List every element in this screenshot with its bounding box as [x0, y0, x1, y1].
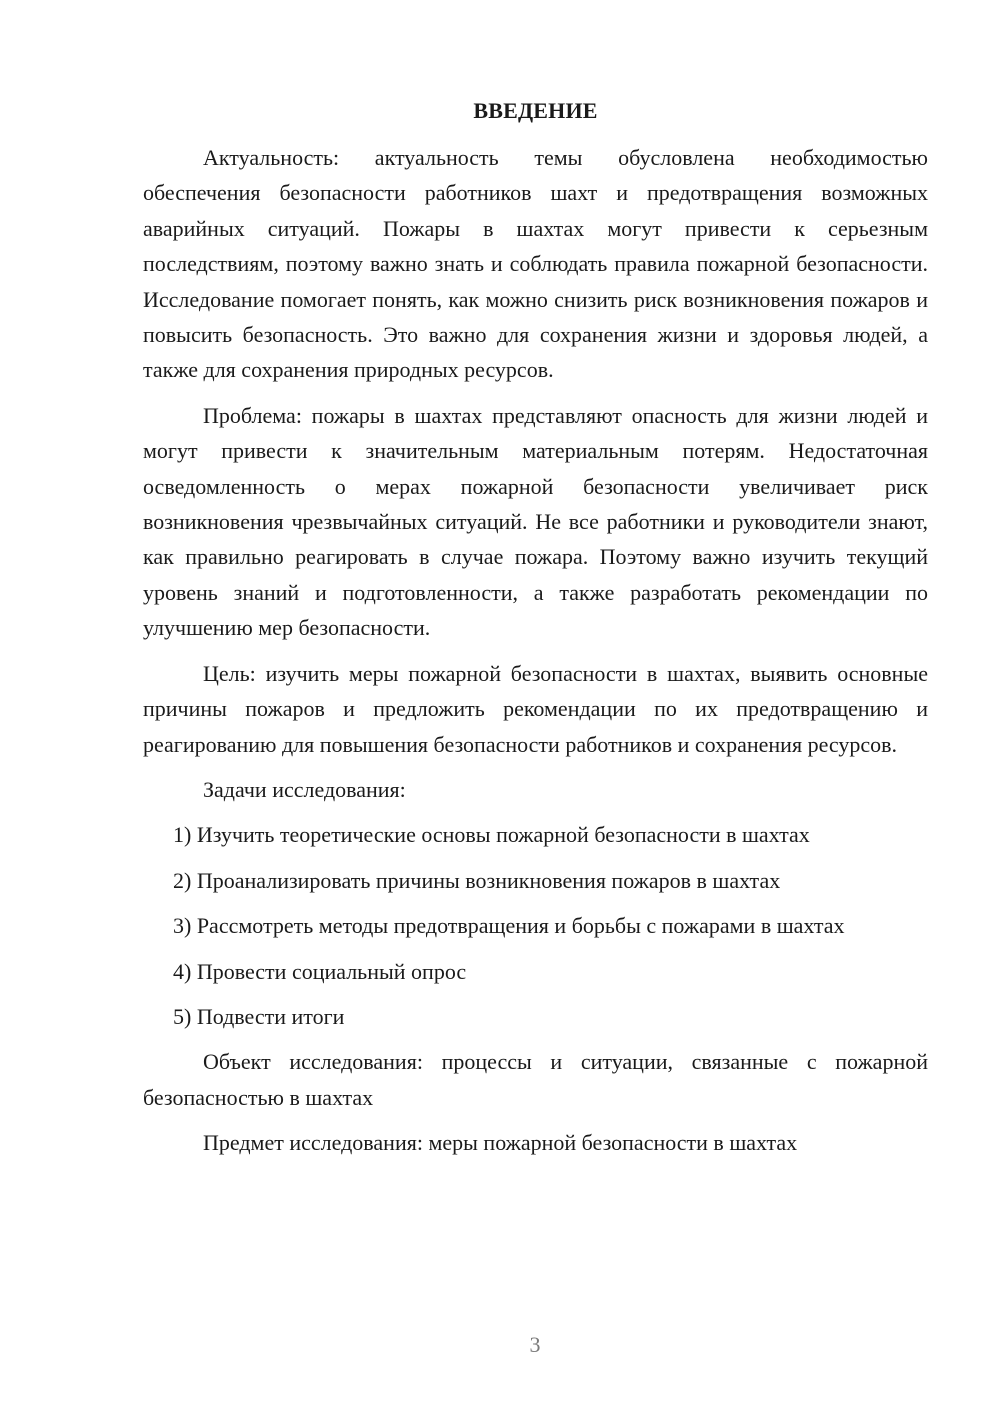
goal-paragraph: Цель: изучить меры пожарной безопасности в шахтах, выявить основные причины пожаров и предложить рекомендации по их предотвращению и реагированию для повышения безопасности работников и сохранения ресурсов. — [143, 660, 928, 757]
task-item: 2) Проанализировать причины возникновения пожаров в шахтах — [173, 867, 781, 893]
task-item: 4) Провести социальный опрос — [173, 958, 467, 984]
page-content — [143, 96, 928, 1171]
task-item: 3) Рассмотреть методы предотвращения и борьбы с пожарами в шахтах — [173, 913, 845, 939]
problem-paragraph: Проблема: пожары в шахтах представляют опасность для жизни людей и могут привести к значительным материальным потерям. Недостаточная осведомленность о мерах пожарной безопасности увеличивает риск возникновения чрезвычайных ситуаций. Не все работники и руководители знают, как правильно реагировать в случае пожара. Поэтому важно изучить текущий уровень знаний и подготовленности, а также разработать рекомендации по улучшению мер безопасности. — [143, 402, 928, 641]
object-paragraph: Объект исследования: процессы и ситуации, связанные с пожарной безопасностью в шахтах — [143, 1049, 928, 1110]
page-title: ВВЕДЕНИЕ — [473, 98, 598, 123]
task-item: 5) Подвести итоги — [173, 1003, 345, 1029]
relevance-paragraph: Актуальность: актуальность темы обусловлена необходимостью обеспечения безопасности работников шахт и предотвращения возможных аварийных ситуаций. Пожары в шахтах могут привести к серьезным последствиям, поэтому важно знать и соблюдать правила пожарной безопасности. Исследование помогает понять, как можно снизить риск возникновения пожаров и повысить безопасность. Это важно для сохранения жизни и здоровья людей, а также для сохранения природных ресурсов. — [143, 145, 928, 383]
subject-paragraph: Предмет исследования: меры пожарной безопасности в шахтах — [203, 1130, 798, 1156]
task-item: 1) Изучить теоретические основы пожарной безопасности в шахтах — [173, 822, 810, 848]
page-number: 3 — [529, 1332, 541, 1357]
tasks-heading: Задачи исследования: — [203, 776, 406, 802]
